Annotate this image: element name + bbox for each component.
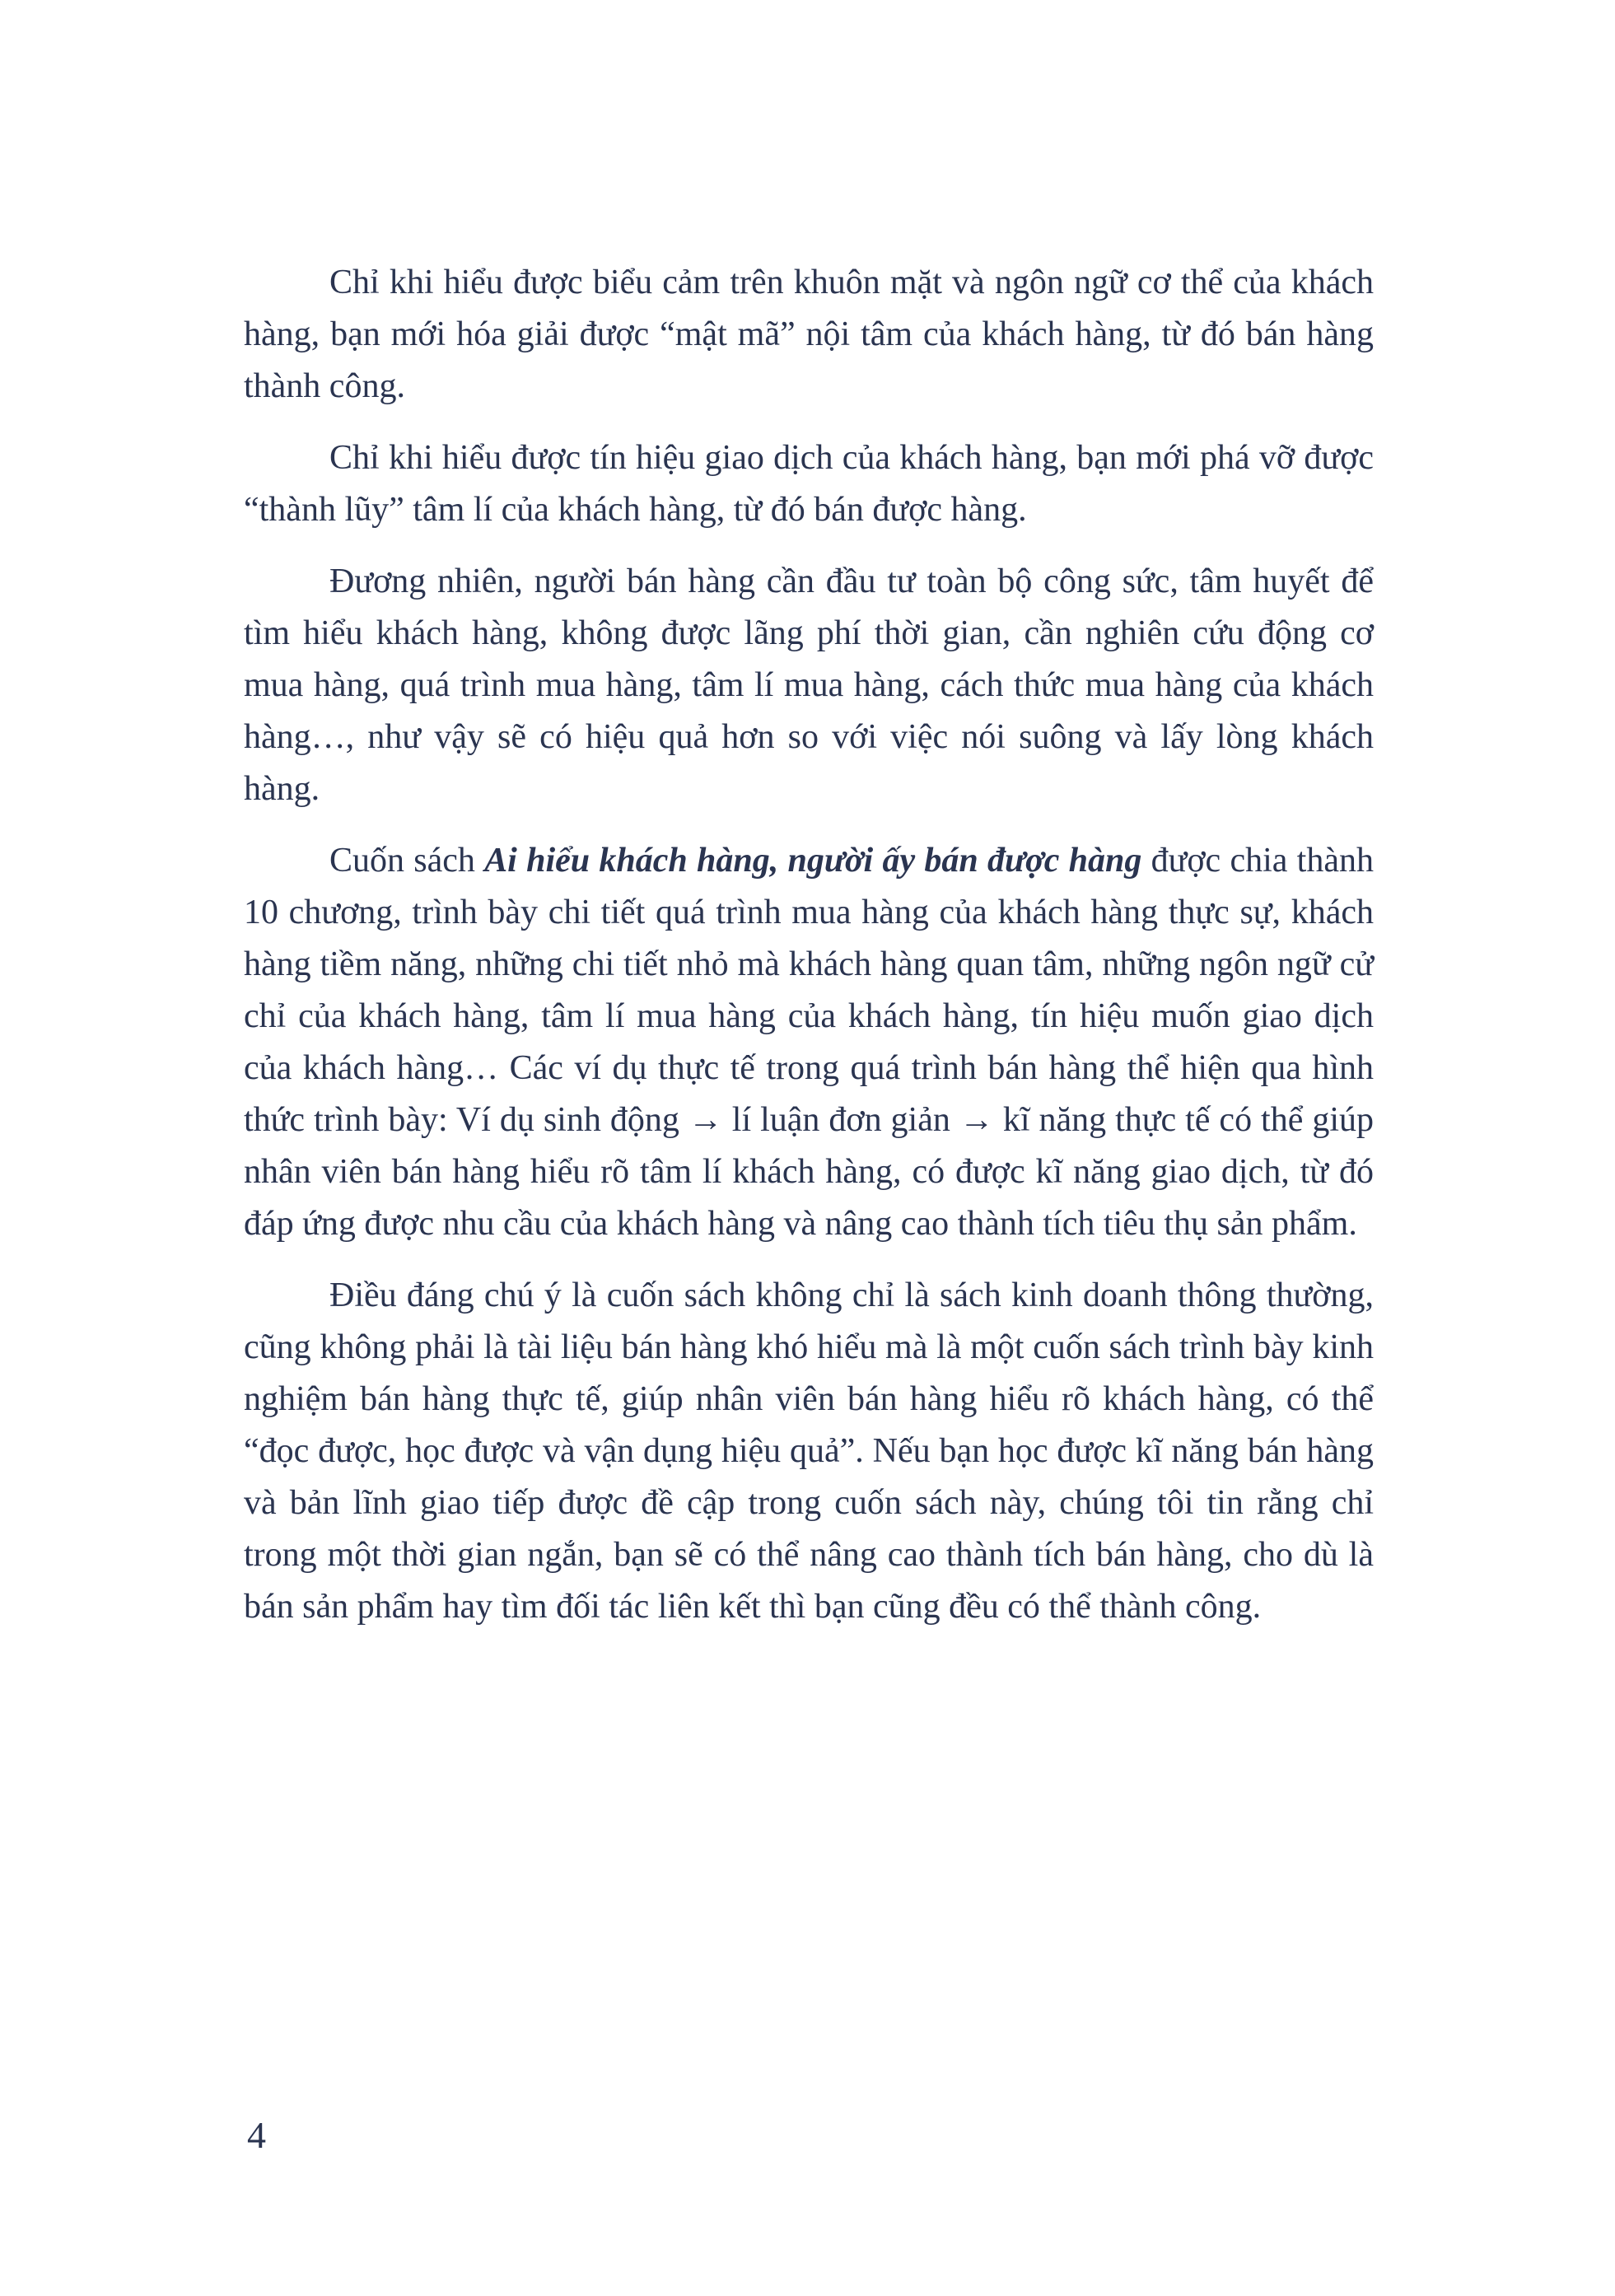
paragraph	[244, 556, 1374, 815]
paragraph	[244, 257, 1374, 413]
page-number: 4	[247, 2114, 266, 2156]
paragraph-text: được chia thành 10 chương, trình bày chi tiết quá trình mua hàng của khách hàng thực sự, khách hàng tiềm năng, những chi tiết nhỏ mà khách hàng quan tâm, những ngôn ngữ cử chỉ của khách hàng, tâm lí mua hàng của khách hàng, tín hiệu muốn giao dịch của khách hàng… Các ví dụ thực tế trong quá trình bán hàng thể hiện qua hình thức trình bày: Ví dụ sinh động → lí luận đơn giản → kĩ năng thực tế có thể giúp nhân viên bán hàng hiểu rõ tâm lí khách hàng, có được kĩ năng giao dịch, từ đó đáp ứng được nhu cầu của khách hàng và nâng cao thành tích tiêu thụ sản phẩm.	[244, 842, 1374, 1243]
paragraph	[244, 1270, 1374, 1633]
paragraph-text: Điều đáng chú ý là cuốn sách không chỉ là sách kinh doanh thông thường, cũng không phải là tài liệu bán hàng khó hiểu mà là một cuốn sách trình bày kinh nghiệm bán hàng thực tế, giúp nhân viên bán hàng hiểu rõ khách hàng, có thể “đọc được, học được và vận dụng hiệu quả”. Nếu bạn học được kĩ năng bán hàng và bản lĩnh giao tiếp được đề cập trong cuốn sách này, chúng tôi tin rằng chỉ trong một thời gian ngắn, bạn sẽ có thể nâng cao thành tích bán hàng, cho dù là bán sản phẩm hay tìm đối tác liên kết thì bạn cũng đều có thể thành công.	[244, 1276, 1374, 1626]
book-title-text: Ai hiểu khách hàng, người ấy bán được hàng	[484, 842, 1142, 880]
paragraph	[244, 835, 1374, 1250]
paragraph-text: Chỉ khi hiểu được biểu cảm trên khuôn mặt và ngôn ngữ cơ thể của khách hàng, bạn mới hóa giải được “mật mã” nội tâm của khách hàng, từ đó bán hàng thành công.	[244, 264, 1374, 405]
paragraph-text: Cuốn sách	[329, 842, 485, 880]
paragraph	[244, 432, 1374, 536]
paragraph-text: Chỉ khi hiểu được tín hiệu giao dịch của khách hàng, bạn mới phá vỡ được “thành lũy” tâm lí của khách hàng, từ đó bán được hàng.	[244, 439, 1374, 529]
text-block	[244, 257, 1374, 1633]
paragraph-text: Đương nhiên, người bán hàng cần đầu tư toàn bộ công sức, tâm huyết để tìm hiểu khách hàng, không được lãng phí thời gian, cần nghiên cứu động cơ mua hàng, quá trình mua hàng, tâm lí mua hàng, cách thức mua hàng của khách hàng…, như vậy sẽ có hiệu quả hơn so với việc nói suông và lấy lòng khách hàng.	[244, 562, 1374, 808]
